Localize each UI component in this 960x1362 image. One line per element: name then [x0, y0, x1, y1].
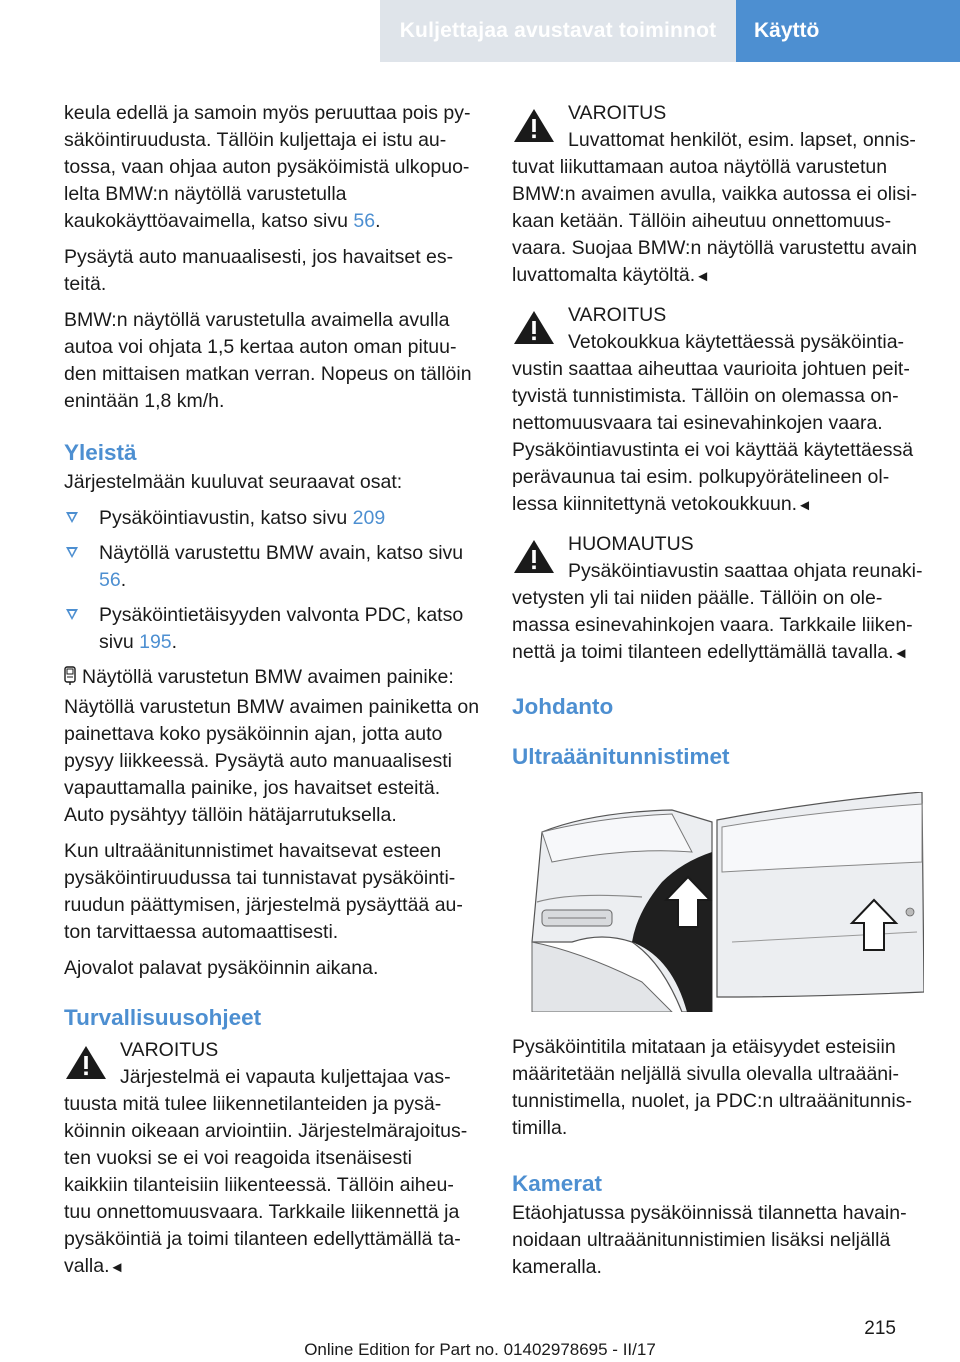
warning-triangle-icon: [64, 1043, 108, 1081]
note-title: HUOMAUTUS: [568, 533, 694, 555]
warning-triangle-icon: [512, 106, 556, 144]
paragraph-cameras: Etäohjatussa pysäköinnissä tilannetta havain-noidaan ultraäänitunnistimien lisäksi neljällä kameralla.: [512, 1202, 907, 1278]
paragraph-remote-control: keula edellä ja samoin myös peruuttaa pois py-säköintiruudusta. Tällöin kuljettaja ei istu au-tossa, vaan ohjaa auton pysäköimistä ulkopuo-lelta BMW:n näytöllä varustetulla kaukokäyttöavaimella, katso sivu 56.: [64, 102, 471, 232]
page-link[interactable]: 209: [352, 507, 386, 529]
heading-ultrasonic: Ultraäänitunnistimet: [512, 744, 730, 769]
paragraph-ultrasonic: Pysäköintitila mitataan ja etäisyydet esteisiin määritetään neljällä sivulla olevalla ultraääni-tunnistimella, nuolet, ja PDC:n ultraäänitunnis-timilla.: [512, 1036, 912, 1139]
general-intro: Järjestelmään kuuluvat seuraavat osat:: [64, 471, 403, 493]
paragraph-key-button: Näytöllä varustetun BMW avaimen painike: Näytöllä varustetun BMW avaimen painiketta on painettava koko pysäköinnin ajan, jotta auto pysyy liikkeessä. Pysäytä auto manuaalisesti vapauttamalla painike, jos havaitset esteitä. Auto pysähtyy tällöin hätäjarrutuksella.: [64, 666, 480, 826]
end-mark-icon: ◄: [893, 645, 909, 662]
bullet-triangle-icon: [66, 512, 78, 523]
page-link[interactable]: 56: [99, 569, 121, 591]
list-item: Pysäköintiavustin, katso sivu 209: [64, 505, 480, 532]
page-link[interactable]: 195: [139, 631, 172, 653]
warning-notice: [64, 1037, 480, 1281]
header-chapter-tab: Käyttö: [736, 0, 960, 62]
warning-title: VAROITUS: [568, 304, 667, 326]
header-section-title: Kuljettajaa avustavat toiminnot: [380, 0, 736, 62]
display-key-icon: [64, 666, 76, 694]
heading-introduction: Johdanto: [512, 694, 614, 719]
bullet-triangle-icon: [66, 609, 78, 620]
paragraph-sensors: Kun ultraäänitunnistimet havaitsevat esteen pysäköintiruudussa tai tunnistavat pysäköinti-ruudun päättymisen, järjestelmä pysäyttää au-ton tarvittaessa automaattisesti.: [64, 840, 463, 943]
page-number: 215: [864, 1318, 896, 1339]
component-list: [64, 505, 480, 656]
heading-general: Yleistä: [64, 440, 137, 465]
warning-body: Järjestelmä ei vapauta kuljettajaa vas-tuusta mitä tulee liikennetilanteiden ja pysä-köinnin oikeaan arviointiin. Järjestelmärajoitus-ten vuoksi se ei voi reagoida itsenäisesti kaikkiin tilanteisiin liikenteessä. Tällöin aiheu-tuu onnettomuusvaara. Tarkkaile liikennettä ja pysäköintiä ja toimi tilanteen edellyttämällä ta-valla.: [64, 1066, 468, 1277]
list-item: Pysäköintietäisyyden valvonta PDC, katso sivu 195.: [64, 602, 480, 656]
heading-safety: Turvallisuusohjeet: [64, 1005, 262, 1030]
heading-cameras: Kamerat: [512, 1171, 603, 1196]
paragraph-lights: Ajovalot palavat pysäköinnin aikana.: [64, 957, 379, 979]
warning-body: Vetokoukkua käytettäessä pysäköintia-vustin saattaa aiheuttaa vaurioita johtuen peit-tyvistä tunnistimista. Tällöin on olemassa on-nettomuusvaara tai esinevahinkojen vaara. Pysäköintiavustinta ei voi käyttää käytettäessä perävaunua tai esim. polkupyörätelineen ol-lessa kiinnitettynä vetokoukkuun.: [512, 331, 914, 515]
warning-notice: [512, 302, 924, 519]
end-mark-icon: ◄: [695, 268, 711, 285]
warning-triangle-icon: [512, 308, 556, 346]
warning-triangle-icon: [512, 537, 556, 575]
page-link[interactable]: 56: [353, 210, 376, 232]
warning-body: Luvattomat henkilöt, esim. lapset, onnis-tuvat liikuttamaan autoa näytöllä varustetun BMW:n avaimen avulla, vaikka autossa ei olisi-kaan ketään. Tällöin aiheutuu onnettomuus-vaara. Suojaa BMW:n näytöllä varustettu avain luvattomalta käytöltä.: [512, 129, 918, 286]
left-column: [64, 100, 480, 1293]
note-notice: [512, 531, 924, 667]
ultrasonic-sensor-figure: [512, 792, 924, 1012]
end-mark-icon: ◄: [109, 1259, 125, 1276]
list-item: Näytöllä varustettu BMW avain, katso sivu 56.: [64, 540, 480, 594]
footer-edition: Online Edition for Part no. 01402978695 - II/17: [304, 1340, 656, 1359]
page-header: [0, 0, 960, 62]
warning-title: VAROITUS: [568, 102, 667, 124]
right-column: [512, 100, 924, 1290]
warning-notice: [512, 100, 924, 290]
paragraph-key-range: BMW:n näytöllä varustetulla avaimella avulla autoa voi ohjata 1,5 kertaa auton oman pituu-den mittaisen matkan verran. Nopeus on tällöin enintään 1,8 km/h.: [64, 309, 472, 412]
warning-title: VAROITUS: [120, 1039, 219, 1061]
end-mark-icon: ◄: [797, 497, 812, 514]
note-body: Pysäköintiavustin saattaa ohjata reunaki-vetysten yli tai niiden päälle. Tällöin on ole-massa esinevahinkojen vaara. Tarkkaile liiken-nettä ja toimi tilanteen edellyttämällä tavalla.: [512, 560, 923, 663]
paragraph-stop-manually: Pysäytä auto manuaalisesti, jos havaitset es-teitä.: [64, 246, 454, 295]
bullet-triangle-icon: [66, 547, 78, 558]
